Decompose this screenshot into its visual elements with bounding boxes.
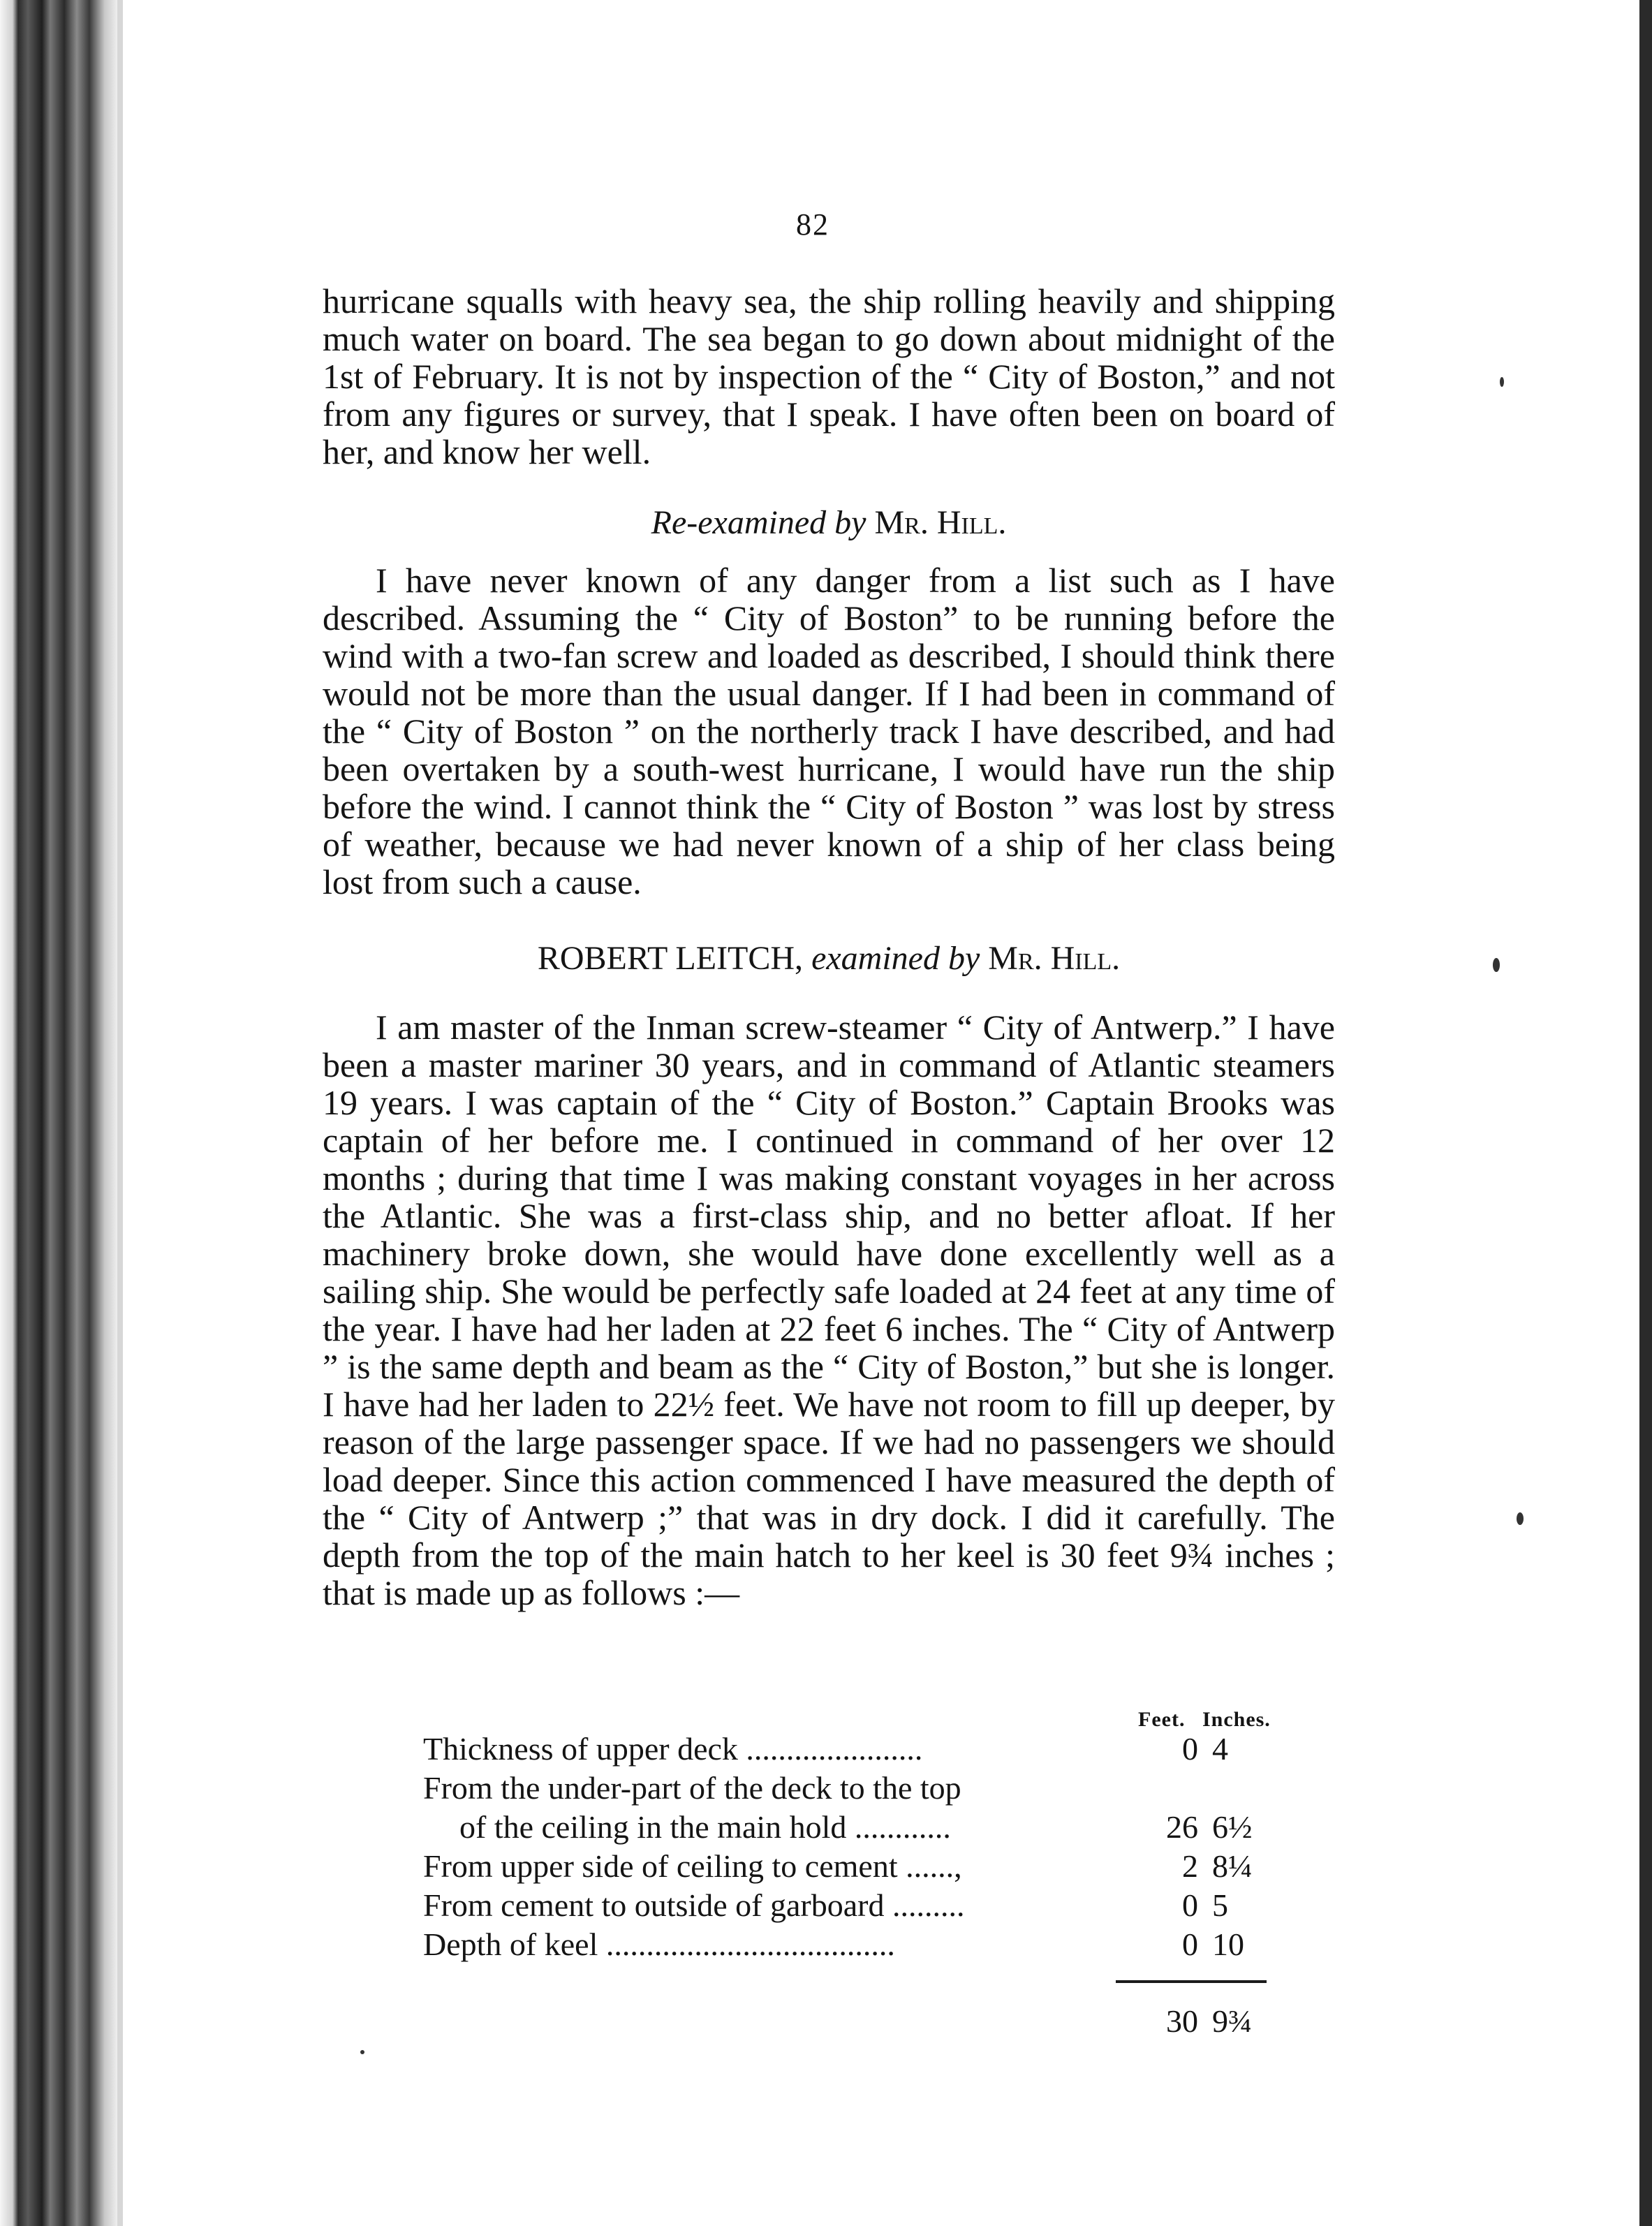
- heading-italic: examined by: [811, 940, 980, 977]
- scan-speck: [360, 2050, 364, 2054]
- paragraph-text: I have never known of any danger from a list such as I have described. Assuming the “ City of Boston” to be running before the wind with a two-fan screw and loaded as described, I should think there would not be more than the usual danger. If I had been in command of the “ City of Boston ” on the northerly track I have described, and had been overtaken by a south-west hurricane, I would have run the ship before the wind. I cannot think the “ City of Boston ” was lost by stress of weather, because we had never known of a ship of her class being lost from such a cause.: [323, 561, 1335, 901]
- table-column-headers: [1138, 1708, 1271, 1732]
- scan-border: [1639, 0, 1652, 2226]
- row-feet: 0: [1182, 1926, 1198, 1962]
- scan-speck: [1493, 958, 1500, 972]
- total-inches: 9¾: [1212, 2003, 1253, 2039]
- row-inches: 4: [1212, 1731, 1228, 1767]
- heading-examiner: Mr. Hill.: [874, 504, 1007, 541]
- column-header-feet: Feet.: [1138, 1708, 1186, 1731]
- witness-name: ROBERT LEITCH,: [537, 940, 804, 977]
- row-inches: 6½: [1212, 1809, 1253, 1845]
- paragraph-testimony-end: [323, 282, 1335, 471]
- row-inches: 8¼: [1212, 1848, 1253, 1884]
- page-number: 82: [796, 207, 829, 242]
- scan-speck: [1500, 377, 1504, 387]
- row-label: From the under-part of the deck to the top: [423, 1770, 961, 1806]
- row-label: Thickness of upper deck ......................: [423, 1731, 923, 1767]
- witness-heading: [323, 940, 1335, 978]
- row-feet: 2: [1182, 1848, 1198, 1884]
- page-edges: [117, 0, 123, 2226]
- row-feet: 26: [1166, 1809, 1198, 1845]
- scan-speck: [1517, 1512, 1524, 1525]
- paragraph-text: I am master of the Inman screw-steamer “ City of Antwerp.” I have been a master mariner 30 years, and in command of Atlantic steamers 19 years. I was captain of the “ City of Boston.” Captain Brooks was captain of her before me. I continued in command of her over 12 months ; during that time I was making constant voyages in her across the Atlantic. She was a first-class ship, and no better afloat. If her machinery broke down, she would have done excellently well as a sailing ship. She would be perfectly safe loaded at 24 feet at any time of the year. I have had her laden at 22 feet 6 inches. The “ City of Antwerp ” is the same depth and beam as the “ City of Boston,” but she is longer. I have had her laden to 22½ feet. We have not room to fill up deeper, by reason of the large passenger space. If we had no passengers we should load deeper. Since this action commenced I have measured the depth of the “ City of Antwerp ;” that was in dry dock. I did it carefully. The depth from the top of the main hatch to her keel is 30 feet 9¾ inches ; that is made up as follows :—: [323, 1008, 1335, 1612]
- row-feet: 0: [1182, 1887, 1198, 1923]
- row-inches: 5: [1212, 1887, 1228, 1923]
- book-spine: [0, 0, 119, 2226]
- row-label: Depth of keel ....................................: [423, 1926, 895, 1962]
- paragraph-text: hurricane squalls with heavy sea, the ship rolling heavily and shipping much water on board. The sea began to go down about midnight of the 1st of February. It is not by inspection of the “ City of Boston,” and not from any figures or survey, that I speak. I have often been on board of her, and know her well.: [323, 281, 1335, 471]
- row-feet: 0: [1182, 1731, 1198, 1767]
- paragraph-reexamination: [323, 561, 1335, 901]
- total-feet: 30: [1166, 2003, 1198, 2039]
- row-label: From cement to outside of garboard .........: [423, 1887, 965, 1923]
- reexamined-heading: [323, 504, 1335, 542]
- column-header-inches: Inches.: [1202, 1708, 1271, 1731]
- row-label: of the ceiling in the main hold ............: [459, 1809, 951, 1845]
- row-inches: 10: [1212, 1926, 1244, 1962]
- heading-examiner: Mr. Hill.: [988, 940, 1121, 977]
- heading-italic: Re-examined by: [651, 504, 866, 541]
- total-rule: [1116, 1980, 1267, 1983]
- paragraph-leitch-testimony: [323, 1008, 1335, 1612]
- row-label: From upper side of ceiling to cement ......,: [423, 1848, 962, 1884]
